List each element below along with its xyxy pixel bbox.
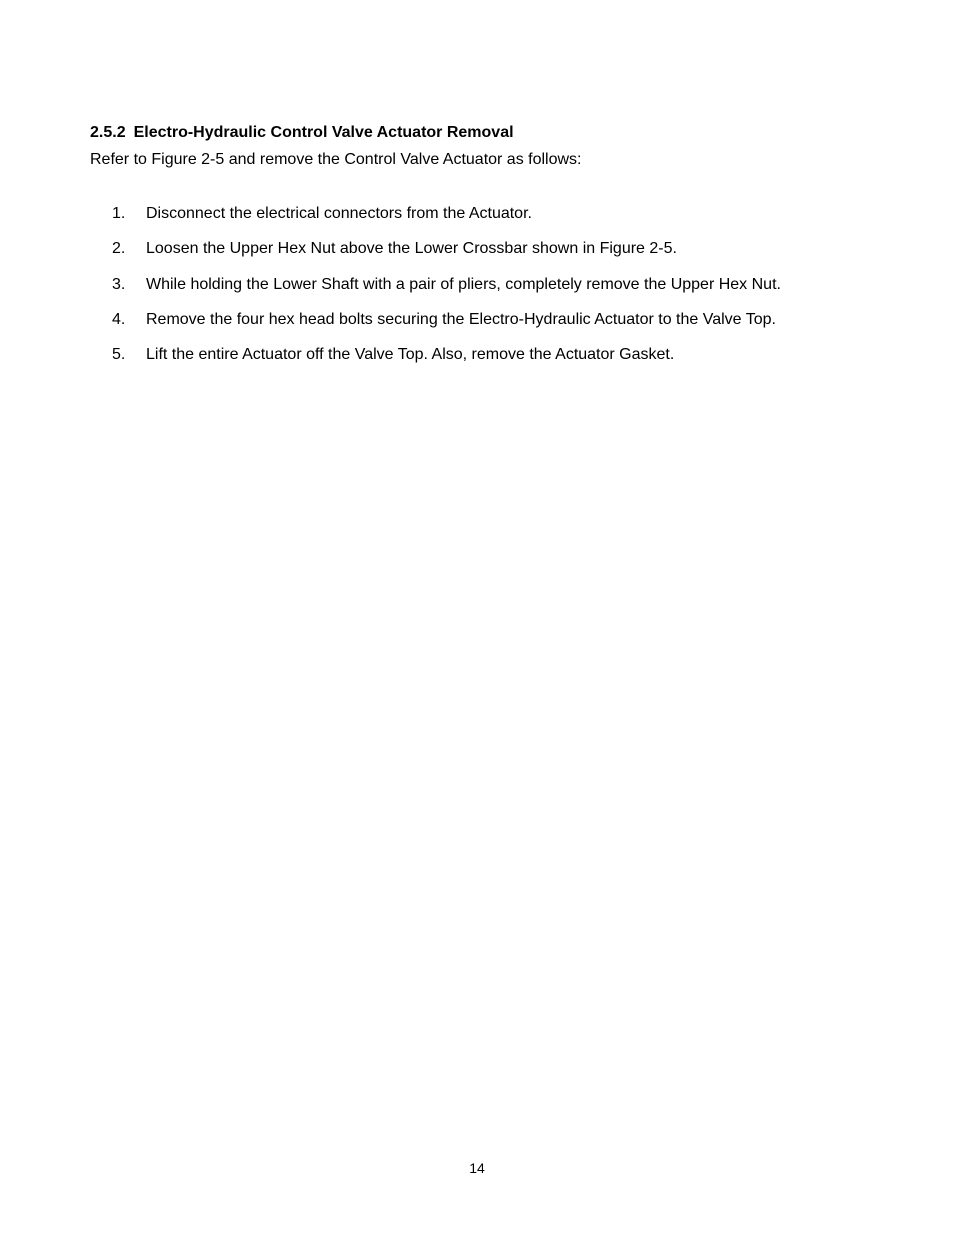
step-number: 3. <box>112 275 126 293</box>
procedure-step <box>0 205 954 240</box>
section-heading <box>90 124 514 142</box>
procedure-step <box>0 346 954 381</box>
procedure-step <box>0 276 954 311</box>
step-number: 4. <box>112 310 126 328</box>
step-text: While holding the Lower Shaft with a pair of pliers, completely remove the Upper Hex Nut. <box>146 275 781 293</box>
intro-paragraph: Refer to Figure 2-5 and remove the Control Valve Actuator as follows: <box>90 151 582 168</box>
step-text: Remove the four hex head bolts securing the Electro-Hydraulic Actuator to the Valve Top. <box>146 310 776 328</box>
step-number: 5. <box>112 346 126 364</box>
procedure-step <box>0 311 954 346</box>
procedure-step <box>0 240 954 275</box>
section-number: 2.5.2 <box>90 124 126 141</box>
page-number: 14 <box>469 1160 485 1176</box>
step-text: Lift the entire Actuator off the Valve Top. Also, remove the Actuator Gasket. <box>146 346 675 364</box>
step-number: 2. <box>112 240 126 258</box>
procedure-steps-list <box>0 205 954 381</box>
step-number: 1. <box>112 205 126 222</box>
section-title: Electro-Hydraulic Control Valve Actuator Removal <box>133 124 514 141</box>
step-text: Loosen the Upper Hex Nut above the Lower Crossbar shown in Figure 2-5. <box>146 240 677 258</box>
step-text: Disconnect the electrical connectors from the Actuator. <box>146 205 532 222</box>
